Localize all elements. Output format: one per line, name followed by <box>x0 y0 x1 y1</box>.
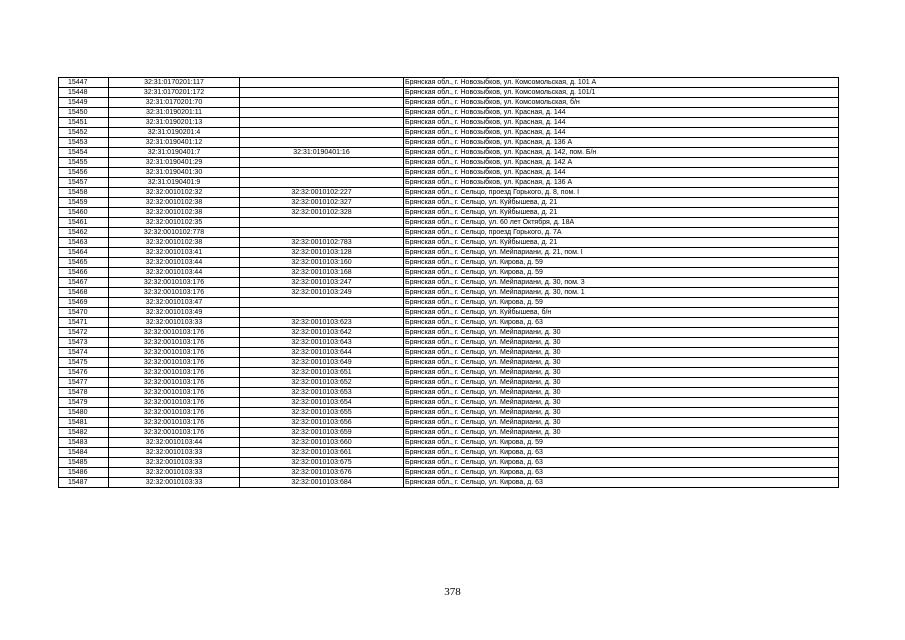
related-cadastral-number-cell: 32:32:0010103:651 <box>240 368 404 378</box>
address-cell: Брянская обл., г. Новозыбков, ул. Красная, д. 144 <box>404 118 839 128</box>
related-cadastral-number-cell: 32:32:0010103:676 <box>240 468 404 478</box>
cadastral-number-cell: 32:32:0010102:778 <box>109 228 240 238</box>
row-number-cell: 15449 <box>59 98 109 108</box>
row-number-cell: 15456 <box>59 168 109 178</box>
address-cell: Брянская обл., г. Сельцо, ул. Мейпариани, д. 30 <box>404 348 839 358</box>
address-cell: Брянская обл., г. Новозыбков, ул. Красная, д. 136 А <box>404 138 839 148</box>
cadastral-number-cell: 32:31:0190401:7 <box>109 148 240 158</box>
related-cadastral-number-cell <box>240 168 404 178</box>
row-number-cell: 15454 <box>59 148 109 158</box>
related-cadastral-number-cell: 32:32:0010103:247 <box>240 278 404 288</box>
cadastral-number-cell: 32:32:0010103:33 <box>109 468 240 478</box>
cadastral-number-cell: 32:32:0010103:44 <box>109 268 240 278</box>
table-row <box>59 218 839 228</box>
related-cadastral-number-cell <box>240 98 404 108</box>
address-cell: Брянская обл., г. Сельцо, ул. Мейпариани, д. 30 <box>404 408 839 418</box>
cadastral-number-cell: 32:32:0010103:176 <box>109 278 240 288</box>
row-number-cell: 15476 <box>59 368 109 378</box>
row-number-cell: 15451 <box>59 118 109 128</box>
address-cell: Брянская обл., г. Новозыбков, ул. Комсомольская, б/н <box>404 98 839 108</box>
table-row <box>59 318 839 328</box>
address-cell: Брянская обл., г. Сельцо, ул. Кирова, д. 59 <box>404 298 839 308</box>
table-row <box>59 398 839 408</box>
related-cadastral-number-cell: 32:32:0010103:642 <box>240 328 404 338</box>
cadastral-number-cell: 32:32:0010103:41 <box>109 248 240 258</box>
row-number-cell: 15466 <box>59 268 109 278</box>
address-cell: Брянская обл., г. Сельцо, ул. Кирова, д. 63 <box>404 318 839 328</box>
table-row <box>59 248 839 258</box>
cadastral-number-cell: 32:32:0010103:49 <box>109 308 240 318</box>
related-cadastral-number-cell <box>240 88 404 98</box>
table-row <box>59 328 839 338</box>
address-cell: Брянская обл., г. Сельцо, ул. Куйбышева, д. 21 <box>404 198 839 208</box>
address-cell: Брянская обл., г. Новозыбков, ул. Красная, д. 144 <box>404 128 839 138</box>
address-cell: Брянская обл., г. Новозыбков, ул. Красная, д. 144 <box>404 168 839 178</box>
row-number-cell: 15480 <box>59 408 109 418</box>
cadastral-number-cell: 32:32:0010103:176 <box>109 338 240 348</box>
cadastral-number-cell: 32:32:0010102:35 <box>109 218 240 228</box>
cadastral-number-cell: 32:32:0010103:176 <box>109 348 240 358</box>
row-number-cell: 15474 <box>59 348 109 358</box>
cadastral-number-cell: 32:32:0010103:176 <box>109 328 240 338</box>
cadastral-number-cell: 32:32:0010103:47 <box>109 298 240 308</box>
row-number-cell: 15467 <box>59 278 109 288</box>
related-cadastral-number-cell <box>240 138 404 148</box>
related-cadastral-number-cell <box>240 308 404 318</box>
address-cell: Брянская обл., г. Сельцо, ул. Кирова, д. 63 <box>404 478 839 488</box>
table-row <box>59 298 839 308</box>
row-number-cell: 15478 <box>59 388 109 398</box>
related-cadastral-number-cell: 32:32:0010103:249 <box>240 288 404 298</box>
related-cadastral-number-cell: 32:32:0010102:328 <box>240 208 404 218</box>
related-cadastral-number-cell: 32:32:0010103:623 <box>240 318 404 328</box>
table-row <box>59 188 839 198</box>
cadastral-number-cell: 32:31:0190201:11 <box>109 108 240 118</box>
related-cadastral-number-cell: 32:32:0010103:644 <box>240 348 404 358</box>
address-cell: Брянская обл., г. Сельцо, ул. Мейпариани, д. 30 <box>404 328 839 338</box>
row-number-cell: 15483 <box>59 438 109 448</box>
cadastral-number-cell: 32:32:0010103:176 <box>109 418 240 428</box>
address-cell: Брянская обл., г. Новозыбков, ул. Красная, д. 136 А <box>404 178 839 188</box>
related-cadastral-number-cell <box>240 108 404 118</box>
related-cadastral-number-cell <box>240 298 404 308</box>
table-row <box>59 378 839 388</box>
related-cadastral-number-cell: 32:32:0010103:684 <box>240 478 404 488</box>
table-row <box>59 408 839 418</box>
related-cadastral-number-cell: 32:32:0010103:655 <box>240 408 404 418</box>
cadastral-number-cell: 32:32:0010103:176 <box>109 288 240 298</box>
table-row <box>59 338 839 348</box>
address-cell: Брянская обл., г. Новозыбков, ул. Красная, д. 142, пом. Б/н <box>404 148 839 158</box>
address-cell: Брянская обл., г. Сельцо, ул. Куйбышева, б/н <box>404 308 839 318</box>
row-number-cell: 15485 <box>59 458 109 468</box>
cadastral-number-cell: 32:32:0010102:38 <box>109 208 240 218</box>
related-cadastral-number-cell: 32:32:0010102:327 <box>240 198 404 208</box>
address-cell: Брянская обл., г. Новозыбков, ул. Комсомольская, д. 101/1 <box>404 88 839 98</box>
table-row <box>59 88 839 98</box>
related-cadastral-number-cell <box>240 178 404 188</box>
table-row <box>59 418 839 428</box>
table-row <box>59 288 839 298</box>
table-row <box>59 458 839 468</box>
records-table <box>58 77 839 488</box>
row-number-cell: 15477 <box>59 378 109 388</box>
related-cadastral-number-cell: 32:32:0010103:660 <box>240 438 404 448</box>
related-cadastral-number-cell: 32:32:0010103:652 <box>240 378 404 388</box>
row-number-cell: 15459 <box>59 198 109 208</box>
table-row <box>59 78 839 88</box>
table-row <box>59 478 839 488</box>
row-number-cell: 15465 <box>59 258 109 268</box>
page-number: 378 <box>444 586 461 598</box>
table-row <box>59 208 839 218</box>
related-cadastral-number-cell: 32:32:0010103:654 <box>240 398 404 408</box>
cadastral-number-cell: 32:32:0010103:44 <box>109 258 240 268</box>
cadastral-number-cell: 32:32:0010103:176 <box>109 368 240 378</box>
table-row <box>59 428 839 438</box>
table-row <box>59 348 839 358</box>
row-number-cell: 15473 <box>59 338 109 348</box>
cadastral-number-cell: 32:32:0010103:176 <box>109 378 240 388</box>
row-number-cell: 15475 <box>59 358 109 368</box>
cadastral-number-cell: 32:32:0010103:176 <box>109 358 240 368</box>
row-number-cell: 15482 <box>59 428 109 438</box>
row-number-cell: 15487 <box>59 478 109 488</box>
cadastral-number-cell: 32:31:0190201:13 <box>109 118 240 128</box>
row-number-cell: 15452 <box>59 128 109 138</box>
address-cell: Брянская обл., г. Сельцо, ул. Кирова, д. 63 <box>404 448 839 458</box>
address-cell: Брянская обл., г. Сельцо, ул. Кирова, д. 59 <box>404 438 839 448</box>
row-number-cell: 15462 <box>59 228 109 238</box>
row-number-cell: 15471 <box>59 318 109 328</box>
related-cadastral-number-cell: 32:32:0010103:168 <box>240 268 404 278</box>
table-row <box>59 138 839 148</box>
address-cell: Брянская обл., г. Сельцо, проезд Горького, д. 8, пом. I <box>404 188 839 198</box>
related-cadastral-number-cell: 32:32:0010103:653 <box>240 388 404 398</box>
cadastral-number-cell: 32:31:0170201:117 <box>109 78 240 88</box>
table-row <box>59 148 839 158</box>
table-row <box>59 368 839 378</box>
cadastral-number-cell: 32:32:0010103:176 <box>109 408 240 418</box>
related-cadastral-number-cell: 32:32:0010103:160 <box>240 258 404 268</box>
table-row <box>59 108 839 118</box>
address-cell: Брянская обл., г. Сельцо, ул. Мейпариани, д. 30 <box>404 368 839 378</box>
row-number-cell: 15486 <box>59 468 109 478</box>
row-number-cell: 15481 <box>59 418 109 428</box>
row-number-cell: 15461 <box>59 218 109 228</box>
address-cell: Брянская обл., г. Сельцо, ул. Мейпариани, д. 30, пом. 1 <box>404 288 839 298</box>
related-cadastral-number-cell <box>240 218 404 228</box>
table-row <box>59 278 839 288</box>
row-number-cell: 15469 <box>59 298 109 308</box>
address-cell: Брянская обл., г. Сельцо, ул. Мейпариани, д. 30 <box>404 358 839 368</box>
table-row <box>59 358 839 368</box>
related-cadastral-number-cell: 32:32:0010102:227 <box>240 188 404 198</box>
records-table-body <box>59 78 839 488</box>
related-cadastral-number-cell: 32:32:0010103:659 <box>240 428 404 438</box>
cadastral-number-cell: 32:32:0010103:176 <box>109 388 240 398</box>
address-cell: Брянская обл., г. Сельцо, ул. Куйбышева, д. 21 <box>404 238 839 248</box>
address-cell: Брянская обл., г. Сельцо, ул. Мейпариани, д. 30 <box>404 388 839 398</box>
address-cell: Брянская обл., г. Сельцо, ул. Кирова, д. 59 <box>404 268 839 278</box>
row-number-cell: 15450 <box>59 108 109 118</box>
cadastral-number-cell: 32:32:0010103:33 <box>109 318 240 328</box>
address-cell: Брянская обл., г. Сельцо, ул. Мейпариани, д. 30 <box>404 378 839 388</box>
table-row <box>59 258 839 268</box>
table-row <box>59 198 839 208</box>
address-cell: Брянская обл., г. Сельцо, ул. Мейпариани, д. 21, пом. I <box>404 248 839 258</box>
address-cell: Брянская обл., г. Сельцо, ул. Мейпариани, д. 30 <box>404 428 839 438</box>
cadastral-number-cell: 32:31:0190201:4 <box>109 128 240 138</box>
row-number-cell: 15457 <box>59 178 109 188</box>
related-cadastral-number-cell: 32:32:0010103:656 <box>240 418 404 428</box>
address-cell: Брянская обл., г. Новозыбков, ул. Комсомольская, д. 101 А <box>404 78 839 88</box>
row-number-cell: 15460 <box>59 208 109 218</box>
row-number-cell: 15470 <box>59 308 109 318</box>
cadastral-number-cell: 32:32:0010103:33 <box>109 478 240 488</box>
row-number-cell: 15472 <box>59 328 109 338</box>
row-number-cell: 15484 <box>59 448 109 458</box>
address-cell: Брянская обл., г. Новозыбков, ул. Красная, д. 142 А <box>404 158 839 168</box>
cadastral-number-cell: 32:31:0170201:70 <box>109 98 240 108</box>
related-cadastral-number-cell: 32:32:0010103:128 <box>240 248 404 258</box>
address-cell: Брянская обл., г. Сельцо, ул. Куйбышева, д. 21 <box>404 208 839 218</box>
cadastral-number-cell: 32:32:0010103:44 <box>109 438 240 448</box>
address-cell: Брянская обл., г. Сельцо, ул. Кирова, д. 59 <box>404 258 839 268</box>
table-row <box>59 448 839 458</box>
cadastral-number-cell: 32:31:0190401:9 <box>109 178 240 188</box>
table-row <box>59 438 839 448</box>
related-cadastral-number-cell <box>240 158 404 168</box>
row-number-cell: 15455 <box>59 158 109 168</box>
row-number-cell: 15447 <box>59 78 109 88</box>
related-cadastral-number-cell <box>240 128 404 138</box>
cadastral-number-cell: 32:31:0170201:172 <box>109 88 240 98</box>
cadastral-number-cell: 32:32:0010102:32 <box>109 188 240 198</box>
row-number-cell: 15464 <box>59 248 109 258</box>
related-cadastral-number-cell <box>240 78 404 88</box>
related-cadastral-number-cell: 32:32:0010103:649 <box>240 358 404 368</box>
table-row <box>59 168 839 178</box>
related-cadastral-number-cell: 32:32:0010102:783 <box>240 238 404 248</box>
row-number-cell: 15463 <box>59 238 109 248</box>
address-cell: Брянская обл., г. Сельцо, ул. Мейпариани, д. 30 <box>404 338 839 348</box>
related-cadastral-number-cell: 32:32:0010103:675 <box>240 458 404 468</box>
cadastral-number-cell: 32:31:0190401:29 <box>109 158 240 168</box>
cadastral-number-cell: 32:32:0010102:38 <box>109 198 240 208</box>
related-cadastral-number-cell <box>240 118 404 128</box>
table-row <box>59 268 839 278</box>
table-row <box>59 228 839 238</box>
related-cadastral-number-cell <box>240 228 404 238</box>
cadastral-number-cell: 32:32:0010103:33 <box>109 458 240 468</box>
address-cell: Брянская обл., г. Сельцо, ул. 60 лет Октября, д. 18А <box>404 218 839 228</box>
row-number-cell: 15458 <box>59 188 109 198</box>
table-row <box>59 468 839 478</box>
table-row <box>59 238 839 248</box>
address-cell: Брянская обл., г. Сельцо, ул. Мейпариани, д. 30 <box>404 418 839 428</box>
table-row <box>59 388 839 398</box>
cadastral-number-cell: 32:32:0010103:33 <box>109 448 240 458</box>
table-row <box>59 178 839 188</box>
table-row <box>59 158 839 168</box>
address-cell: Брянская обл., г. Сельцо, ул. Мейпариани, д. 30 <box>404 398 839 408</box>
address-cell: Брянская обл., г. Сельцо, ул. Мейпариани, д. 30, пом. 3 <box>404 278 839 288</box>
cadastral-number-cell: 32:31:0190401:12 <box>109 138 240 148</box>
related-cadastral-number-cell: 32:32:0010103:661 <box>240 448 404 458</box>
cadastral-number-cell: 32:32:0010103:176 <box>109 428 240 438</box>
row-number-cell: 15468 <box>59 288 109 298</box>
related-cadastral-number-cell: 32:31:0190401:16 <box>240 148 404 158</box>
table-row <box>59 118 839 128</box>
cadastral-number-cell: 32:31:0190401:30 <box>109 168 240 178</box>
table-row <box>59 308 839 318</box>
address-cell: Брянская обл., г. Сельцо, ул. Кирова, д. 63 <box>404 468 839 478</box>
cadastral-number-cell: 32:32:0010102:38 <box>109 238 240 248</box>
row-number-cell: 15448 <box>59 88 109 98</box>
address-cell: Брянская обл., г. Сельцо, ул. Кирова, д. 63 <box>404 458 839 468</box>
address-cell: Брянская обл., г. Сельцо, проезд Горького, д. 7А <box>404 228 839 238</box>
table-row <box>59 98 839 108</box>
row-number-cell: 15479 <box>59 398 109 408</box>
table-row <box>59 128 839 138</box>
related-cadastral-number-cell: 32:32:0010103:643 <box>240 338 404 348</box>
address-cell: Брянская обл., г. Новозыбков, ул. Красная, д. 144 <box>404 108 839 118</box>
cadastral-number-cell: 32:32:0010103:176 <box>109 398 240 408</box>
row-number-cell: 15453 <box>59 138 109 148</box>
